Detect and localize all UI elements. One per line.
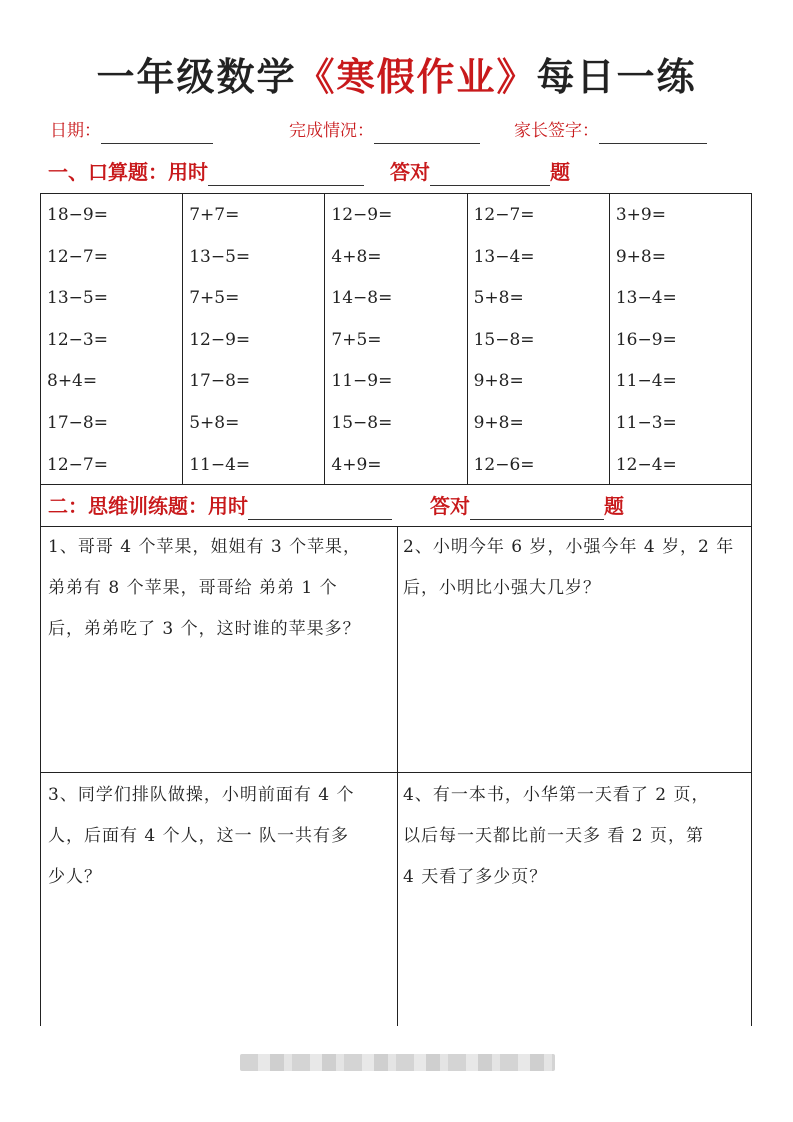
completion-field: [289, 118, 480, 144]
parent-signature-blank[interactable]: [599, 125, 707, 144]
arithmetic-item: 7+5=: [331, 329, 382, 350]
arithmetic-item: 16−9=: [615, 329, 677, 350]
date-field: [50, 118, 213, 144]
arithmetic-item: 13−5=: [189, 246, 251, 267]
arithmetic-column: [325, 194, 467, 484]
section1-suffix: 题: [550, 160, 570, 184]
arithmetic-item: 9+8=: [615, 246, 666, 267]
arithmetic-item: 9+8=: [473, 371, 524, 392]
arithmetic-item: 4+8=: [331, 246, 382, 267]
arithmetic-item: 8+4=: [47, 371, 98, 392]
title-highlight: 《寒假作业》: [296, 54, 537, 99]
arithmetic-item: 5+8=: [473, 288, 524, 309]
arithmetic-item: 12−7=: [473, 205, 535, 225]
section1-label: 一、口算题：用时: [48, 160, 208, 184]
arithmetic-item: 12−7=: [47, 246, 108, 267]
arithmetic-item: 13−4=: [473, 246, 535, 267]
title-prefix: 一年级数学: [96, 54, 297, 99]
title-suffix: 每日一练: [536, 54, 697, 99]
problem-column-divider: [397, 527, 398, 1026]
problem-1-line: 1、哥哥 4 个苹果，姐姐有 3 个苹果，: [48, 537, 362, 557]
problem-2-line: 2、小明今年 6 岁，小强今年 4 岁，2 年: [403, 537, 735, 557]
blurred-watermark: [240, 1054, 555, 1071]
arithmetic-item: 11−9=: [331, 371, 393, 392]
problem-3-line: 少人？: [48, 867, 102, 887]
section1-correct-label: 答对: [390, 160, 430, 184]
section2-time-blank[interactable]: [248, 499, 392, 520]
arithmetic-item: 15−8=: [473, 329, 535, 350]
section1-time-blank[interactable]: [208, 165, 364, 186]
arithmetic-item: 7+5=: [189, 288, 240, 309]
section2-suffix: 题: [604, 494, 624, 518]
problem-row-divider: [41, 772, 751, 773]
arithmetic-column: [183, 194, 325, 484]
parent-signature-field: [514, 118, 707, 144]
arithmetic-item: 12−7=: [47, 454, 108, 475]
section2-correct-blank[interactable]: [470, 499, 604, 520]
arithmetic-item: 18−9=: [47, 205, 108, 225]
arithmetic-item: 11−4=: [615, 371, 677, 392]
arithmetic-item: 12−9=: [189, 329, 251, 350]
arithmetic-item: 12−4=: [615, 454, 677, 475]
arithmetic-item: 5+8=: [189, 412, 240, 433]
section2-correct-label: 答对: [430, 494, 470, 518]
problem-2-line: 后，小明比小强大几岁？: [403, 578, 601, 598]
arithmetic-item: 12−9=: [331, 205, 393, 225]
arithmetic-item: 11−4=: [189, 454, 251, 475]
arithmetic-item: 12−6=: [473, 454, 535, 475]
arithmetic-item: 11−3=: [615, 412, 677, 433]
problem-4: [403, 775, 749, 898]
problem-4-line: 以后每一天都比前一天多 看 2 页，第: [403, 826, 705, 846]
parent-label: 家长签字：: [514, 121, 599, 141]
completion-blank[interactable]: [374, 125, 480, 144]
problem-4-line: 4 天看了多少页？: [403, 867, 548, 887]
date-label: 日期：: [50, 121, 101, 141]
problem-3-line: 人，后面有 4 个人，这一 队一共有多: [48, 826, 350, 846]
problem-3: [48, 775, 394, 898]
arithmetic-item: 13−5=: [47, 288, 108, 309]
thinking-section-box: [40, 485, 752, 1026]
arithmetic-column: [468, 194, 610, 484]
section2-heading: [48, 492, 624, 520]
problem-3-line: 3、同学们排队做操，小明前面有 4 个: [48, 785, 355, 805]
problem-1-line: 弟弟有 8 个苹果，哥哥给 弟弟 1 个: [48, 578, 338, 598]
problem-1: [48, 527, 394, 650]
arithmetic-item: 15−8=: [331, 412, 393, 433]
arithmetic-item: 3+9=: [615, 205, 666, 225]
problem-4-line: 4、有一本书，小华第一天看了 2 页，: [403, 785, 710, 805]
completion-label: 完成情况：: [289, 121, 374, 141]
arithmetic-item: 17−8=: [47, 412, 108, 433]
problem-2: [403, 527, 749, 609]
page-title: [0, 52, 793, 102]
date-blank[interactable]: [101, 125, 213, 144]
arithmetic-item: 7+7=: [189, 205, 240, 225]
section1-heading: [48, 158, 570, 186]
arithmetic-item: 12−3=: [47, 329, 108, 350]
arithmetic-item: 14−8=: [331, 288, 393, 309]
arithmetic-column: [41, 194, 183, 484]
arithmetic-item: 13−4=: [615, 288, 677, 309]
problem-1-line: 后，弟弟吃了 3 个，这时谁的苹果多？: [48, 619, 361, 639]
arithmetic-item: 17−8=: [189, 371, 251, 392]
section1-correct-blank[interactable]: [430, 165, 550, 186]
arithmetic-grid: [40, 193, 752, 485]
arithmetic-item: 9+8=: [473, 412, 524, 433]
arithmetic-column: [610, 194, 751, 484]
section2-label: 二：思维训练题：用时: [48, 494, 248, 518]
arithmetic-item: 4+9=: [331, 454, 382, 475]
